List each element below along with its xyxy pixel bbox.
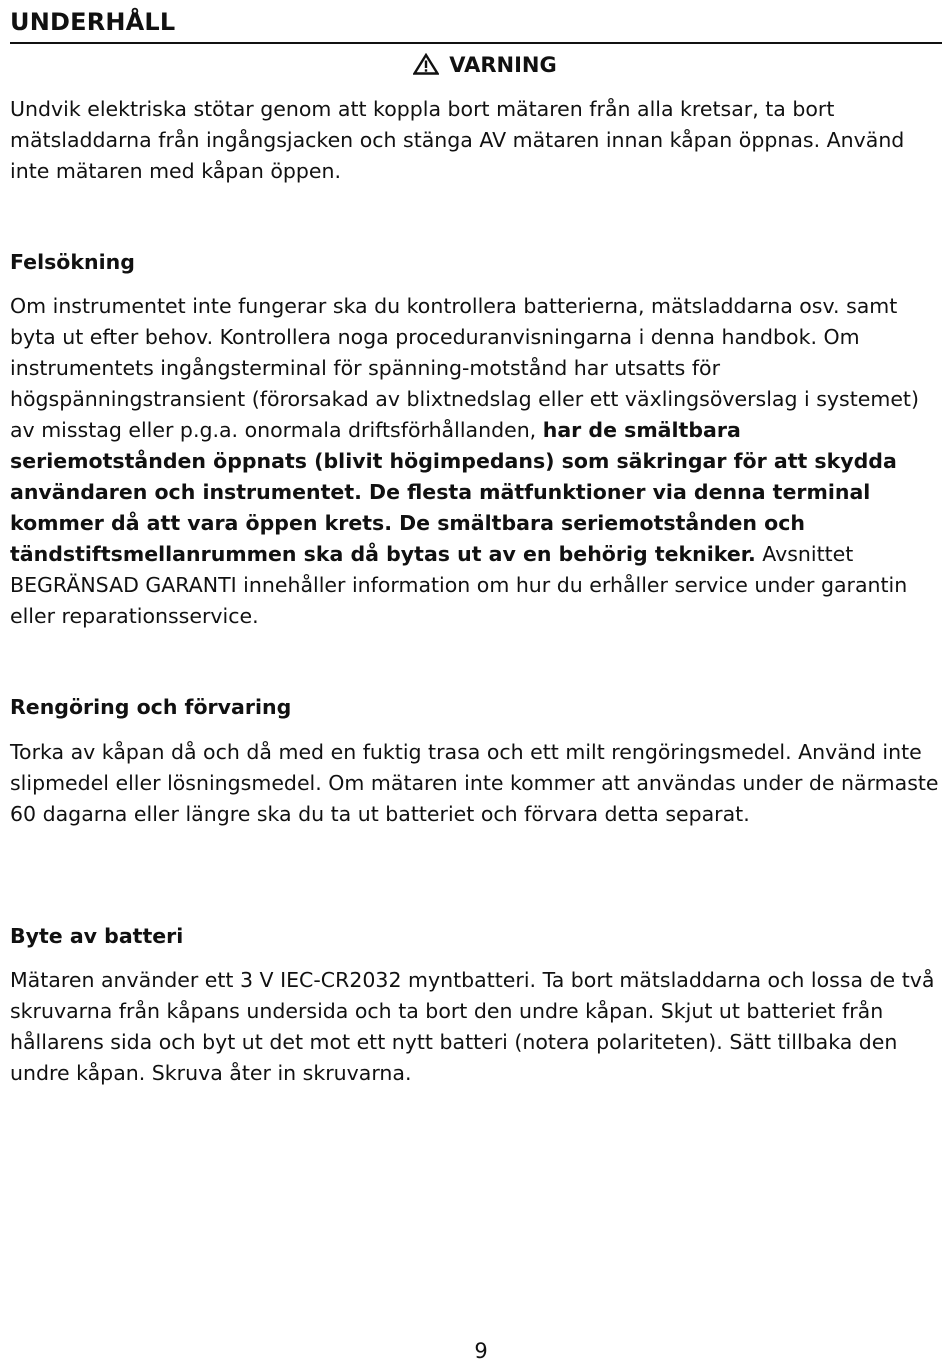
troubleshooting-text-part1: Om instrumentet inte fungerar ska du kontrollera batterierna, mätsladdarna osv. samt byta ut efter behov. Kontrollera noga proceduranvisningarna i denna handbok. Om instrumentets ingångsterminal för spänning-motstånd har utsatts för högspänningstransient (förorsakad av blixtnedslag eller ett växlingsöverslag i systemet) av misstag eller p.g.a. onormala driftsförhållanden, <box>10 294 919 442</box>
section-heading-cleaning: Rengöring och förvaring <box>10 695 292 719</box>
page-number: 9 <box>474 1339 488 1363</box>
battery-text: Mätaren använder ett 3 V IEC-CR2032 myntbatteri. Ta bort mätsladdarna och lossa de två skruvarna från kåpans undersida och ta bort den undre kåpan. Skjut ut batteriet från hållarens sida och byt ut det mot ett nytt batteri (notera polariteten). Sätt tillbaka den undre kåpan. Skruva åter in skruvarna. <box>10 968 935 1085</box>
troubleshooting-text-part2: Avsnittet BEGRÄNSAD GARANTI innehåller information om hur du erhåller service under garantin eller reparationsservice. <box>10 542 908 628</box>
page-title: UNDERHÅLL <box>10 8 176 36</box>
warning-banner <box>10 50 942 80</box>
warning-triangle-icon <box>413 53 439 75</box>
title-divider <box>10 42 942 44</box>
warning-text: Undvik elektriska stötar genom att koppla bort mätaren från alla kretsar, ta bort mätsladdarna från ingångsjacken och stänga AV mätaren innan kåpan öppnas. Använd inte mätaren med kåpan öppen. <box>10 97 905 183</box>
section-heading-battery: Byte av batteri <box>10 924 184 948</box>
warning-label: VARNING <box>449 53 557 77</box>
cleaning-text: Torka av kåpan då och då med en fuktig trasa och ett milt rengöringsmedel. Använd inte slipmedel eller lösningsmedel. Om mätaren inte kommer att användas under de närmaste 60 dagarna eller längre ska du ta ut batteriet och förvara detta separat. <box>10 740 939 826</box>
section-heading-troubleshooting: Felsökning <box>10 250 135 274</box>
troubleshooting-text <box>10 291 942 632</box>
troubleshooting-text-bold: har de smältbara seriemotstånden öppnats (blivit högimpedans) som säkringar för att skydda användaren och instrumentet. De flesta mätfunktioner via denna terminal kommer då att vara öppen krets. De smältbara seriemotstånden och tändstiftsmellanrummen ska då bytas ut av en behörig tekniker. <box>10 418 897 566</box>
